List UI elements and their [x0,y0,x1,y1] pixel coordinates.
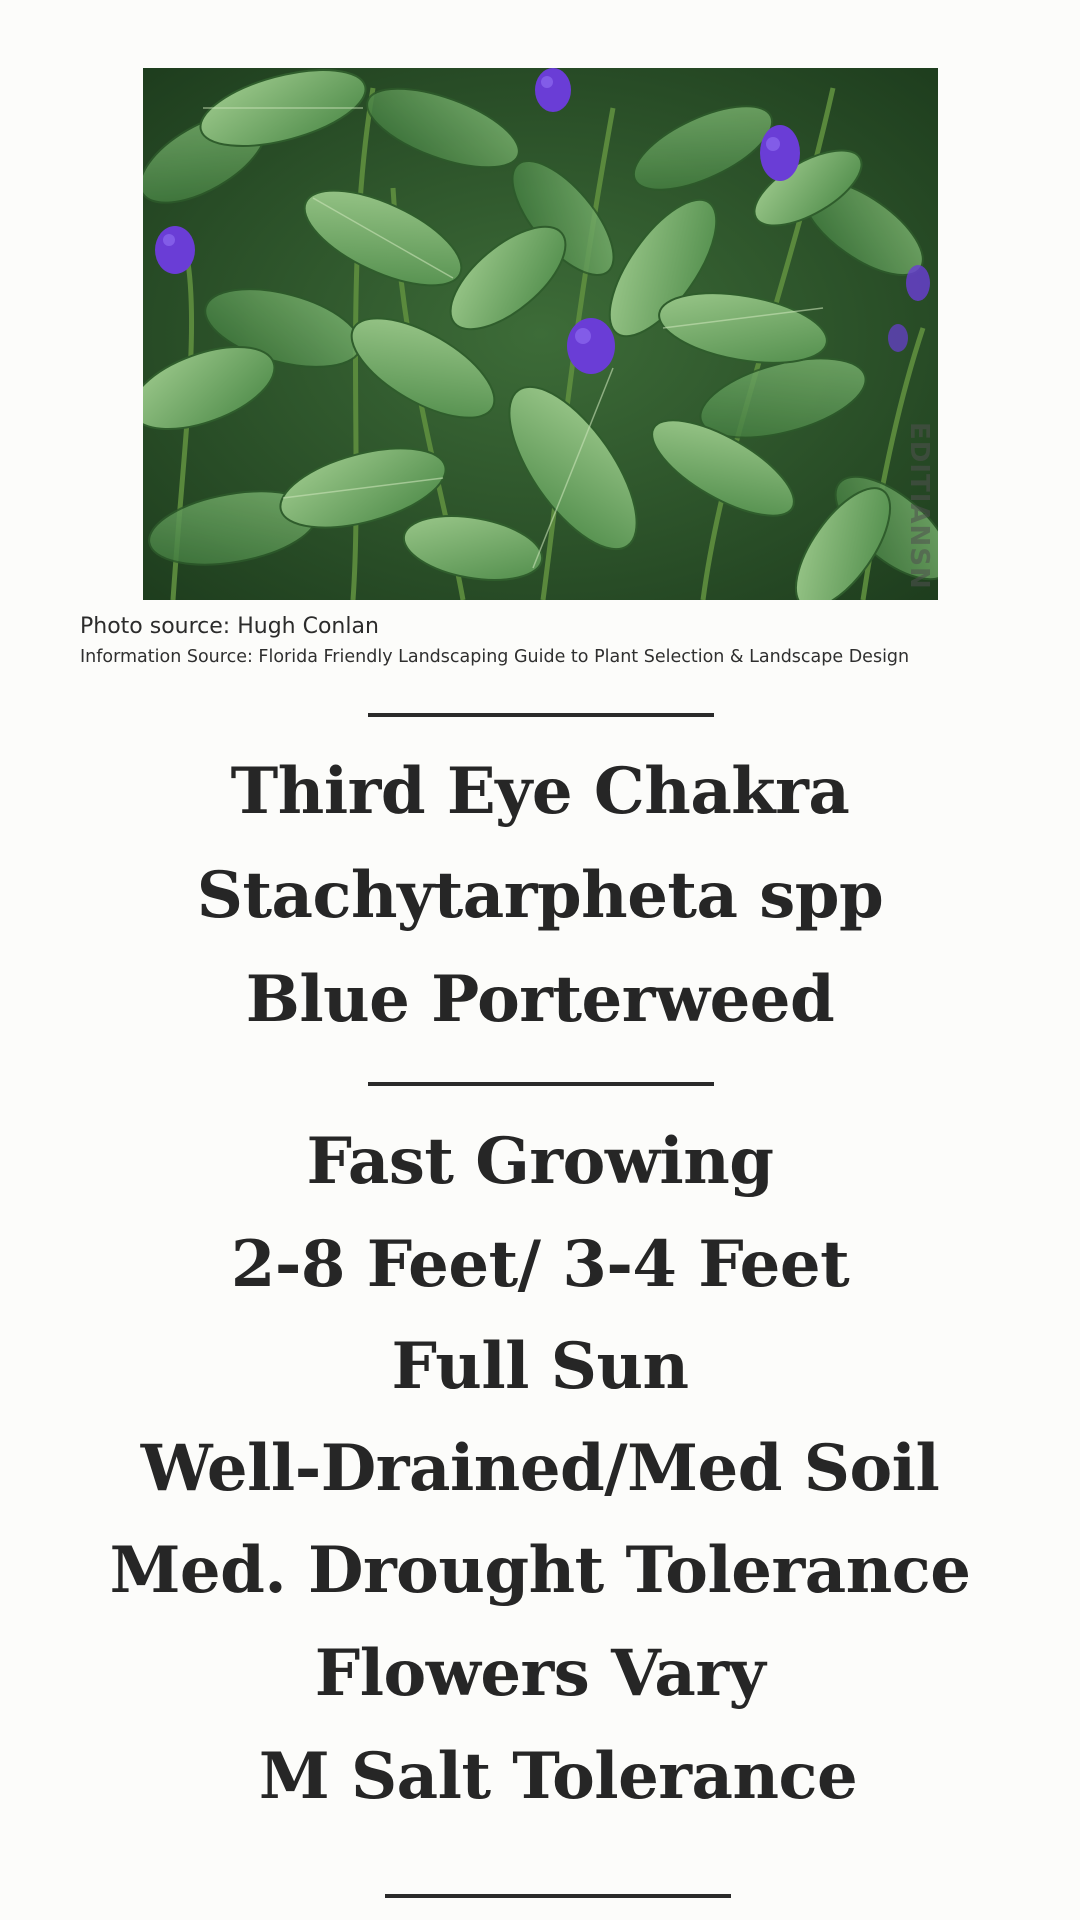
divider-middle [368,1082,714,1086]
drought-tolerance: Med. Drought Tolerance [109,1533,971,1608]
light-requirement: Full Sun [391,1329,689,1404]
plant-photo-illustration [143,68,938,600]
plant-photo [143,68,938,600]
divider-top [368,713,714,717]
divider-bottom [385,1894,731,1898]
scientific-name: Stachytarpheta spp [196,858,884,933]
photo-watermark: EDITIANSN [904,422,934,590]
flowering-info: Flowers Vary [314,1636,766,1711]
soil-requirement: Well-Drained/Med Soil [140,1431,940,1506]
information-source-credit: Information Source: Florida Friendly Landscaping Guide to Plant Selection & Landscape Design [80,647,910,667]
plant-size: 2-8 Feet/ 3-4 Feet [230,1227,850,1302]
chakra-name: Third Eye Chakra [230,754,850,829]
growth-rate: Fast Growing [306,1124,774,1199]
photo-source-credit: Photo source: Hugh Conlan [80,614,379,639]
salt-tolerance: M Salt Tolerance [258,1739,858,1814]
common-name: Blue Porterweed [245,962,835,1037]
